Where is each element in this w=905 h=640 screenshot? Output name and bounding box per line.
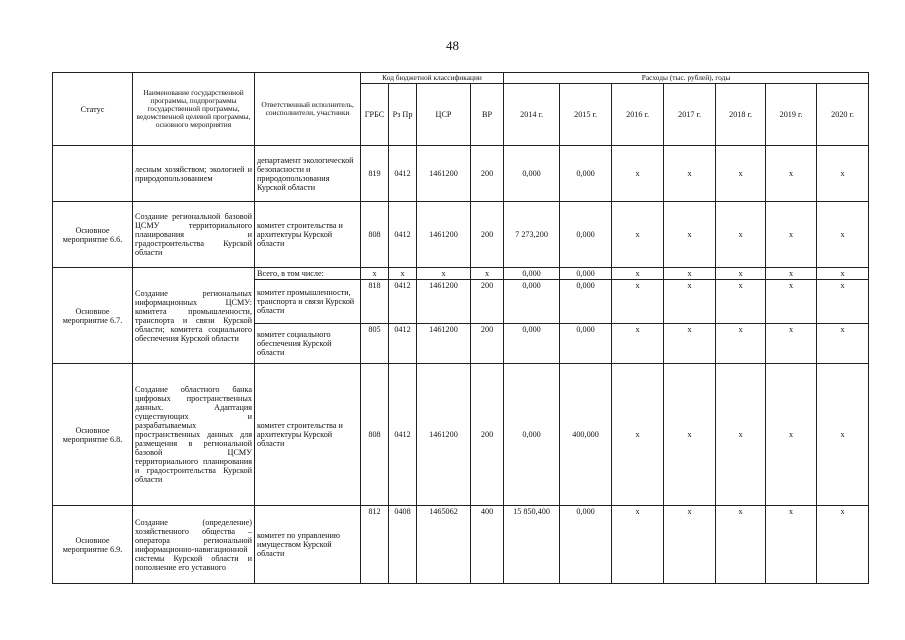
cell-rzpr: 0412 — [389, 364, 417, 506]
cell-vr: 200 — [471, 202, 504, 268]
cell-value: x — [766, 364, 817, 506]
cell-value: 0,000 — [560, 324, 612, 364]
cell-value: 0,000 — [560, 280, 612, 324]
cell-value: x — [716, 268, 766, 280]
cell-value: 0,000 — [504, 364, 560, 506]
header-year: 2019 г. — [766, 84, 817, 146]
cell-value: x — [664, 364, 716, 506]
header-year: 2018 г. — [716, 84, 766, 146]
cell-value: 15 850,400 — [504, 506, 560, 584]
row-name: лесным хозяйством; экологией и природопользованием — [133, 146, 255, 202]
header-grbs: ГРБС — [361, 84, 389, 146]
header-year: 2016 г. — [612, 84, 664, 146]
cell-value: x — [817, 364, 869, 506]
cell-value: x — [664, 268, 716, 280]
table-row — [53, 268, 869, 280]
table-row — [53, 506, 869, 584]
cell-csr: 1461200 — [417, 202, 471, 268]
cell-value: x — [766, 506, 817, 584]
cell-grbs: 819 — [361, 146, 389, 202]
cell-value: x — [612, 506, 664, 584]
row-status: Основное мероприятие 6.8. — [53, 364, 133, 506]
cell-value: x — [716, 324, 766, 364]
cell-value: 0,000 — [560, 146, 612, 202]
cell-value: 0,000 — [560, 202, 612, 268]
header-classification: Код бюджетной классификации — [361, 73, 504, 84]
budget-table — [52, 72, 869, 584]
header-responsible: Ответственный исполнитель, соисполнители, участники — [255, 73, 361, 146]
cell-value: x — [612, 324, 664, 364]
row-status: Основное мероприятие 6.7. — [53, 268, 133, 364]
table-row — [53, 202, 869, 268]
row-responsible: комитет строительства и архитектуры Курской области — [255, 364, 361, 506]
cell-rzpr: 0412 — [389, 324, 417, 364]
row-responsible: Всего, в том числе: — [255, 268, 361, 280]
cell-rzpr: 0412 — [389, 202, 417, 268]
cell-value: x — [612, 364, 664, 506]
row-responsible: департамент экологической безопасности и природопользования Курской области — [255, 146, 361, 202]
header-year: 2020 г. — [817, 84, 869, 146]
cell-value: 0,000 — [504, 324, 560, 364]
cell-value: x — [766, 202, 817, 268]
cell-grbs: x — [361, 268, 389, 280]
cell-csr: 1461200 — [417, 146, 471, 202]
cell-value: x — [766, 146, 817, 202]
header-status: Статус — [53, 73, 133, 146]
cell-value: x — [716, 364, 766, 506]
row-status: Основное мероприятие 6.6. — [53, 202, 133, 268]
cell-value: x — [817, 280, 869, 324]
cell-vr: 400 — [471, 506, 504, 584]
cell-value: x — [817, 324, 869, 364]
cell-value: x — [664, 324, 716, 364]
row-name: Создание региональной базовой ЦСМУ территориального планирования и градостроительства Курской области — [133, 202, 255, 268]
row-responsible: комитет социального обеспечения Курской области — [255, 324, 361, 364]
cell-value: 0,000 — [504, 146, 560, 202]
cell-rzpr: 0412 — [389, 280, 417, 324]
header-csr: ЦСР — [417, 84, 471, 146]
cell-value: x — [612, 268, 664, 280]
cell-grbs: 812 — [361, 506, 389, 584]
cell-value: x — [817, 146, 869, 202]
cell-csr: 1461200 — [417, 364, 471, 506]
cell-value: x — [817, 268, 869, 280]
cell-value: x — [716, 202, 766, 268]
cell-csr: 1461200 — [417, 280, 471, 324]
cell-grbs: 808 — [361, 202, 389, 268]
cell-csr: 1465062 — [417, 506, 471, 584]
row-name: Создание областного банка цифровых пространственных данных. Адаптация существующих и разрабатываемых пространственных данных для размещения в региональной базовой ЦСМУ территориального планирования и градостроительства Курской области — [133, 364, 255, 506]
table-row — [53, 364, 869, 506]
cell-value: x — [612, 280, 664, 324]
page-number: 48 — [446, 38, 459, 53]
row-responsible: комитет строительства и архитектуры Курской области — [255, 202, 361, 268]
cell-vr: 200 — [471, 146, 504, 202]
header-rzpr: Рз Пр — [389, 84, 417, 146]
row-responsible: комитет по управлению имуществом Курской области — [255, 506, 361, 584]
cell-grbs: 808 — [361, 364, 389, 506]
cell-value: x — [664, 146, 716, 202]
cell-value: 0,000 — [504, 280, 560, 324]
row-status: Основное мероприятие 6.9. — [53, 506, 133, 584]
cell-value: 7 273,200 — [504, 202, 560, 268]
row-name: Создание (определение) хозяйственного общества – оператора региональной информационно-навигационной системы Курской области и пополнение его уставного — [133, 506, 255, 584]
cell-value: x — [766, 324, 817, 364]
row-status — [53, 146, 133, 202]
cell-value: x — [817, 202, 869, 268]
cell-grbs: 818 — [361, 280, 389, 324]
cell-vr: 200 — [471, 324, 504, 364]
cell-value: x — [817, 506, 869, 584]
cell-value: x — [716, 146, 766, 202]
cell-value: x — [716, 506, 766, 584]
cell-value: x — [766, 268, 817, 280]
cell-value: 0,000 — [504, 268, 560, 280]
header-expenses: Расходы (тыс. рублей), годы — [504, 73, 869, 84]
table-row — [53, 146, 869, 202]
row-name: Создание региональных информационных ЦСМУ: комитета промышленности, транспорта и связи Курской области; комитета социального обеспечения Курской области — [133, 268, 255, 364]
cell-vr: 200 — [471, 280, 504, 324]
header-year: 2014 г. — [504, 84, 560, 146]
header-year: 2017 г. — [664, 84, 716, 146]
cell-csr: x — [417, 268, 471, 280]
cell-value: 0,000 — [560, 506, 612, 584]
cell-rzpr: 0412 — [389, 146, 417, 202]
cell-value: 0,000 — [560, 268, 612, 280]
cell-value: x — [766, 280, 817, 324]
cell-vr: 200 — [471, 364, 504, 506]
header-name: Наименование государственной программы, подпрограммы государственной программы, ведомственной целевой программы, основного мероприятия — [133, 73, 255, 146]
cell-rzpr: x — [389, 268, 417, 280]
header-year: 2015 г. — [560, 84, 612, 146]
cell-grbs: 805 — [361, 324, 389, 364]
cell-value: 400,000 — [560, 364, 612, 506]
cell-value: x — [664, 280, 716, 324]
cell-value: x — [716, 280, 766, 324]
header-vr: ВР — [471, 84, 504, 146]
cell-value: x — [612, 146, 664, 202]
cell-vr: x — [471, 268, 504, 280]
cell-rzpr: 0408 — [389, 506, 417, 584]
cell-value: x — [612, 202, 664, 268]
cell-value: x — [664, 202, 716, 268]
cell-value: x — [664, 506, 716, 584]
row-responsible: комитет промышленности, транспорта и связи Курской области — [255, 280, 361, 324]
cell-csr: 1461200 — [417, 324, 471, 364]
